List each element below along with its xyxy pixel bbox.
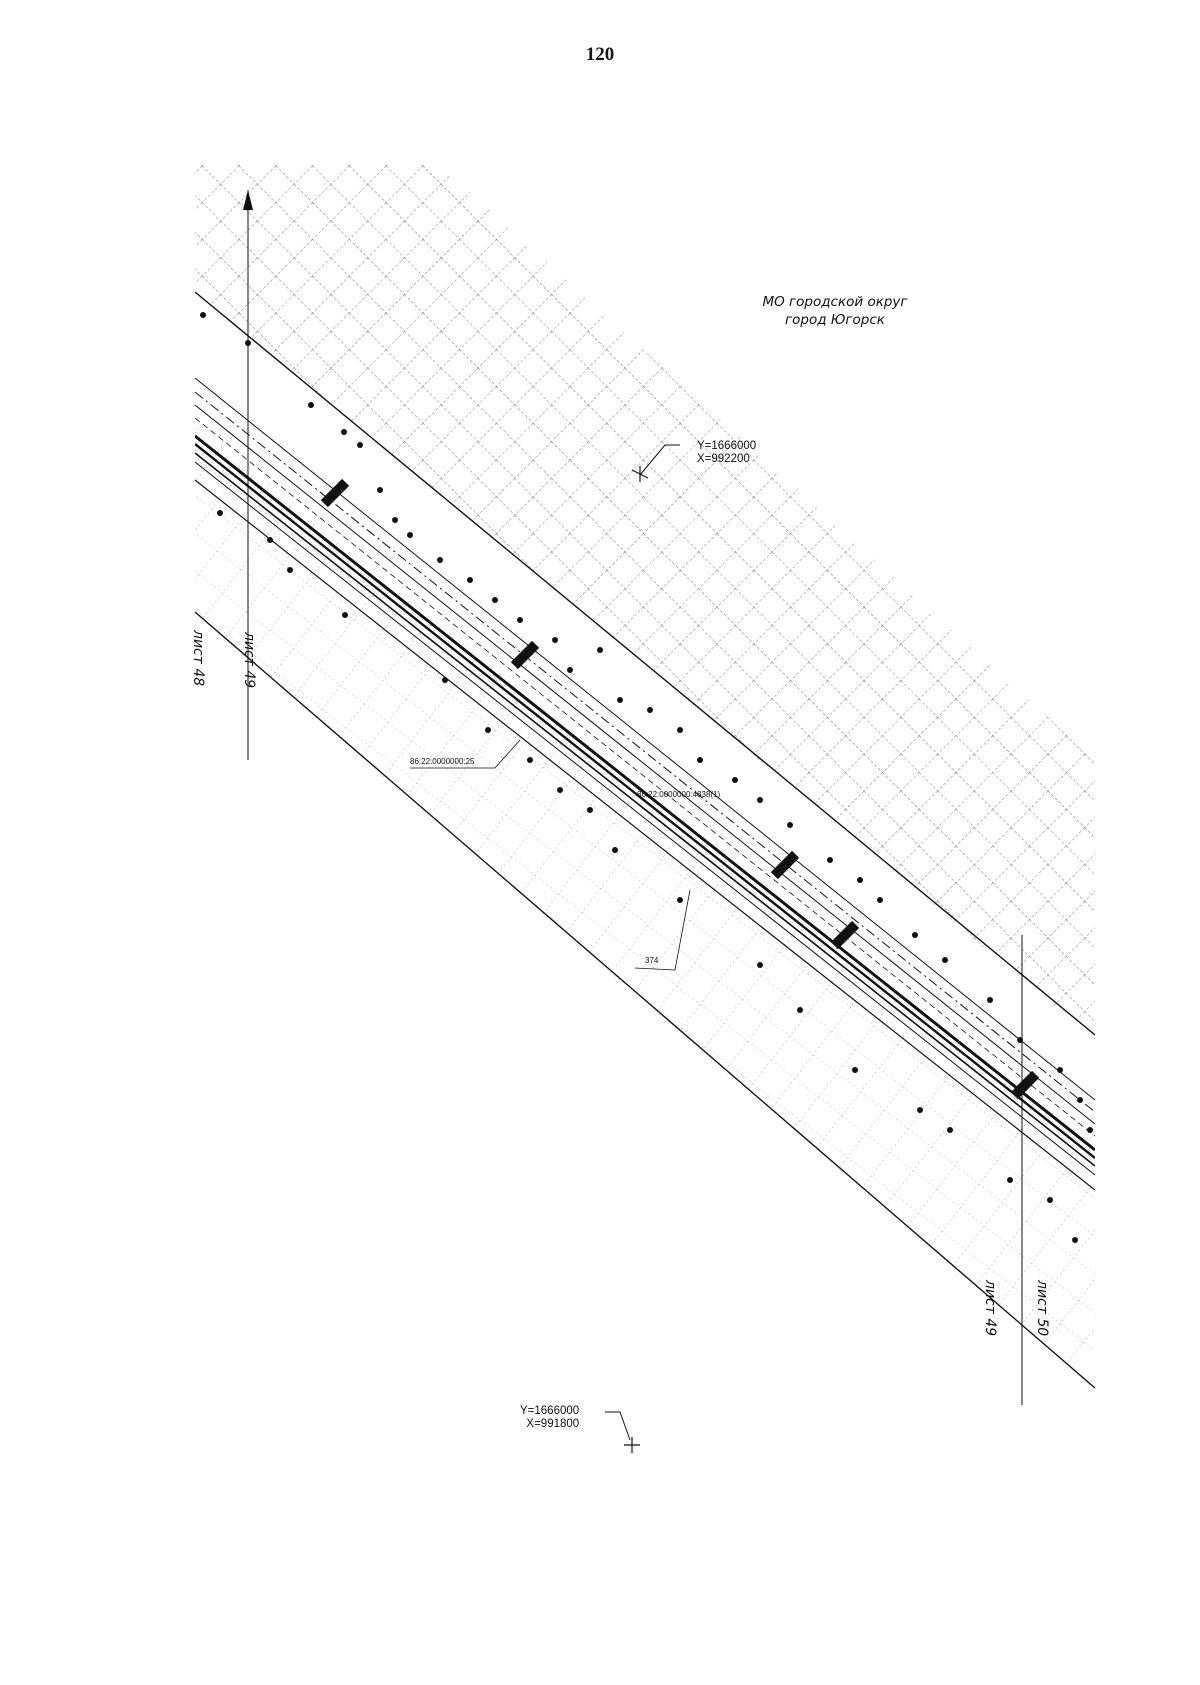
coord-bottom-x: X=991800 — [526, 1418, 580, 1430]
sheet-label-49-right: лист 49 — [982, 1280, 998, 1337]
cadastral-label-3: 374 — [645, 956, 659, 965]
coord-top-x: X=992200 — [697, 453, 750, 465]
sheet-label-49-left: лист 49 — [241, 632, 257, 689]
coordinate-callout-top — [697, 440, 756, 466]
cadastral-label-1: 86:22:0000000:25 — [410, 757, 475, 766]
district-label-line-1: МО городской округ — [762, 294, 908, 310]
district-label-line-2: город Югорск — [785, 312, 885, 328]
coord-bottom-y: Y=1666000 — [520, 1405, 580, 1417]
page-number: 120 — [585, 44, 615, 65]
cadastral-label-2: 86:22:0000000:4838(1) — [637, 790, 721, 799]
coordinate-callout-bottom — [520, 1405, 579, 1431]
coord-top-y: Y=1666000 — [697, 440, 757, 452]
sheet-label-48: лист 48 — [190, 630, 206, 687]
district-label — [740, 293, 930, 329]
sheet-label-50: лист 50 — [1034, 1280, 1050, 1337]
